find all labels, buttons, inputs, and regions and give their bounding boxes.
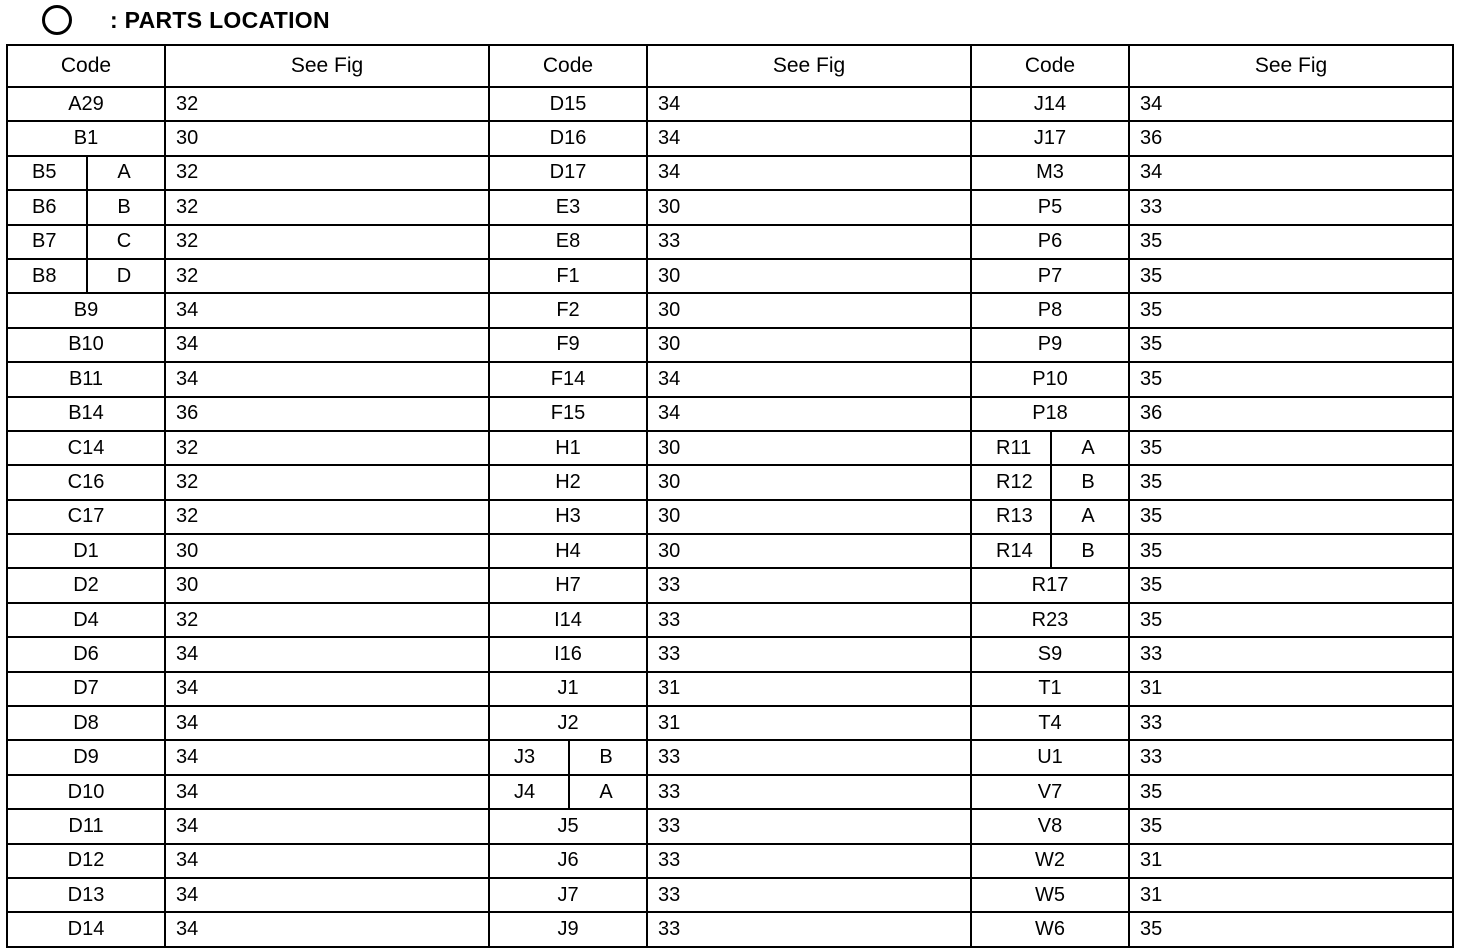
part-code-cell: H4: [490, 535, 648, 567]
circle-icon: [42, 5, 72, 35]
part-code-cell: P9: [972, 329, 1130, 361]
see-fig-cell: 34: [176, 333, 199, 356]
see-fig-cell: 32: [176, 230, 199, 253]
part-code-cell: P5: [972, 191, 1130, 223]
part-code-cell: [972, 501, 1130, 533]
table-row: [8, 808, 488, 842]
part-code-cell: [972, 535, 1130, 567]
part-code-cell: D8: [8, 707, 166, 739]
part-code-cell: J2: [490, 707, 648, 739]
part-code-cell: J17: [972, 122, 1130, 154]
part-code-cell: B11: [8, 363, 166, 395]
part-code: J3: [490, 741, 570, 773]
table-row: [8, 877, 488, 911]
part-code-cell: B10: [8, 329, 166, 361]
part-code-cell: P10: [972, 363, 1130, 395]
see-fig-cell: 34: [176, 780, 199, 803]
part-code-cell: M3: [972, 157, 1130, 189]
see-fig-cell: 32: [176, 264, 199, 287]
part-code-cell: F2: [490, 294, 648, 326]
part-code: B8: [8, 260, 88, 292]
see-fig-cell: 36: [176, 402, 199, 425]
see-fig-cell: 35: [1140, 608, 1163, 631]
see-fig-cell: 31: [1140, 849, 1163, 872]
table-header-row: [8, 46, 488, 86]
table-row: [490, 327, 970, 361]
part-code-cell: D13: [8, 879, 166, 911]
part-code-cell: B9: [8, 294, 166, 326]
see-fig-cell: 33: [658, 574, 681, 597]
table-row: [972, 155, 1452, 189]
see-fig-cell: 33: [1140, 195, 1163, 218]
part-code-cell: D15: [490, 88, 648, 120]
table-row: [972, 327, 1452, 361]
part-code-cell: F15: [490, 398, 648, 430]
table-row: [490, 86, 970, 120]
table-row: [490, 567, 970, 601]
see-fig-cell: 32: [176, 436, 199, 459]
part-code-cell: J5: [490, 810, 648, 842]
table-row: [490, 843, 970, 877]
table-row: [8, 224, 488, 258]
see-fig-cell: 32: [176, 92, 199, 115]
part-code-cell: [8, 226, 166, 258]
see-fig-cell: 35: [1140, 505, 1163, 528]
see-fig-cell: 34: [658, 127, 681, 150]
part-code-cell: D7: [8, 673, 166, 705]
table-row: [8, 671, 488, 705]
see-fig-cell: 35: [1140, 574, 1163, 597]
table-row: [490, 877, 970, 911]
see-fig-cell: 35: [1140, 539, 1163, 562]
see-fig-cell: 30: [658, 505, 681, 528]
table-row: [972, 774, 1452, 808]
code-header: Code: [972, 46, 1130, 86]
part-code-cell: [972, 432, 1130, 464]
see-fig-cell: 31: [658, 711, 681, 734]
table-row: [490, 224, 970, 258]
see-fig-cell: 34: [176, 746, 199, 769]
part-code-cell: [8, 157, 166, 189]
table-row: [8, 911, 488, 945]
see-fig-cell: 32: [176, 505, 199, 528]
see-fig-cell: 34: [176, 642, 199, 665]
see-fig-cell: 34: [176, 849, 199, 872]
see-fig-cell: 31: [1140, 677, 1163, 700]
table-row: [972, 258, 1452, 292]
part-code-cell: S9: [972, 638, 1130, 670]
see-fig-cell: 34: [1140, 92, 1163, 115]
table-row: [972, 361, 1452, 395]
table-row: [490, 361, 970, 395]
table-row: [490, 739, 970, 773]
table-row: [490, 396, 970, 430]
part-code-cell: A29: [8, 88, 166, 120]
see-fig-cell: 30: [658, 539, 681, 562]
part-code: J4: [490, 776, 570, 808]
part-code-cell: W2: [972, 845, 1130, 877]
see-fig-header: See Fig: [290, 54, 364, 77]
table-row: [490, 258, 970, 292]
table-row: [490, 533, 970, 567]
see-fig-cell: 35: [1140, 299, 1163, 322]
see-fig-cell: 30: [658, 264, 681, 287]
parts-table-panel-1: [6, 44, 490, 948]
see-fig-cell: 34: [658, 161, 681, 184]
see-fig-cell: 30: [176, 127, 199, 150]
part-code-cell: T4: [972, 707, 1130, 739]
table-row: [972, 843, 1452, 877]
part-code-cell: I16: [490, 638, 648, 670]
code-header: Code: [490, 46, 648, 86]
parts-table-panel-3: [970, 44, 1454, 948]
part-code-cell: J14: [972, 88, 1130, 120]
part-code-cell: H1: [490, 432, 648, 464]
see-fig-cell: 34: [658, 367, 681, 390]
see-fig-cell: 34: [658, 92, 681, 115]
see-fig-cell: 33: [1140, 746, 1163, 769]
page-heading: [42, 4, 330, 36]
table-row: [490, 430, 970, 464]
part-code-cell: C17: [8, 501, 166, 533]
part-code-cell: J7: [490, 879, 648, 911]
part-code-variant: A: [599, 780, 613, 803]
part-code-cell: W5: [972, 879, 1130, 911]
part-code: B5: [8, 157, 88, 189]
table-row: [8, 636, 488, 670]
part-code-cell: [972, 466, 1130, 498]
part-code-variant: A: [117, 161, 131, 184]
table-row: [8, 499, 488, 533]
part-code-cell: D14: [8, 913, 166, 945]
see-fig-cell: 34: [176, 918, 199, 941]
part-code-cell: H7: [490, 569, 648, 601]
see-fig-cell: 35: [1140, 333, 1163, 356]
see-fig-cell: 35: [1140, 230, 1163, 253]
part-code-cell: I14: [490, 604, 648, 636]
part-code: B6: [8, 191, 88, 223]
part-code-cell: D4: [8, 604, 166, 636]
part-code-variant: B: [1081, 539, 1095, 562]
part-code-cell: H2: [490, 466, 648, 498]
part-code: R11: [972, 432, 1052, 464]
see-fig-cell: 34: [1140, 161, 1163, 184]
part-code-cell: [490, 741, 648, 773]
see-fig-cell: 35: [1140, 264, 1163, 287]
see-fig-cell: 33: [658, 608, 681, 631]
see-fig-cell: 33: [658, 642, 681, 665]
table-row: [972, 739, 1452, 773]
part-code: R13: [972, 501, 1052, 533]
part-code-cell: D9: [8, 741, 166, 773]
part-code-cell: W6: [972, 913, 1130, 945]
see-fig-cell: 33: [658, 230, 681, 253]
see-fig-header: See Fig: [1254, 54, 1328, 77]
part-code-cell: E3: [490, 191, 648, 223]
see-fig-cell: 34: [658, 402, 681, 425]
part-code-cell: H3: [490, 501, 648, 533]
table-row: [490, 636, 970, 670]
see-fig-cell: 35: [1140, 436, 1163, 459]
table-row: [8, 567, 488, 601]
table-row: [972, 636, 1452, 670]
see-fig-cell: 34: [176, 814, 199, 837]
table-row: [972, 464, 1452, 498]
see-fig-cell: 31: [1140, 883, 1163, 906]
table-row: [8, 189, 488, 223]
see-fig-cell: 34: [176, 367, 199, 390]
part-code-cell: V8: [972, 810, 1130, 842]
page-title: : PARTS LOCATION: [110, 6, 330, 33]
table-row: [8, 155, 488, 189]
table-row: [490, 155, 970, 189]
table-row: [8, 602, 488, 636]
part-code-cell: [8, 260, 166, 292]
table-row: [972, 189, 1452, 223]
part-code-cell: J9: [490, 913, 648, 945]
see-fig-cell: 34: [176, 883, 199, 906]
part-code-cell: D6: [8, 638, 166, 670]
part-code-cell: P7: [972, 260, 1130, 292]
part-code-cell: F1: [490, 260, 648, 292]
table-row: [490, 499, 970, 533]
see-fig-cell: 30: [658, 333, 681, 356]
table-row: [490, 120, 970, 154]
see-fig-cell: 33: [658, 746, 681, 769]
part-code-variant: A: [1081, 505, 1095, 528]
part-code-cell: P6: [972, 226, 1130, 258]
part-code-cell: J6: [490, 845, 648, 877]
part-code-cell: B1: [8, 122, 166, 154]
part-code-cell: [490, 776, 648, 808]
see-fig-cell: 33: [658, 780, 681, 803]
table-row: [972, 533, 1452, 567]
table-row: [972, 877, 1452, 911]
see-fig-cell: 32: [176, 470, 199, 493]
table-row: [972, 430, 1452, 464]
part-code-variant: C: [116, 230, 132, 253]
see-fig-cell: 32: [176, 195, 199, 218]
part-code-cell: D10: [8, 776, 166, 808]
part-code-cell: T1: [972, 673, 1130, 705]
part-code-cell: P18: [972, 398, 1130, 430]
table-row: [490, 464, 970, 498]
see-fig-cell: 33: [658, 883, 681, 906]
part-code-cell: F9: [490, 329, 648, 361]
part-code-cell: E8: [490, 226, 648, 258]
table-row: [490, 808, 970, 842]
table-row: [972, 499, 1452, 533]
part-code-cell: J1: [490, 673, 648, 705]
see-fig-cell: 34: [176, 299, 199, 322]
table-row: [972, 671, 1452, 705]
see-fig-cell: 36: [1140, 127, 1163, 150]
see-fig-cell: 33: [658, 814, 681, 837]
table-header-row: [972, 46, 1452, 86]
see-fig-cell: 30: [658, 436, 681, 459]
table-row: [490, 774, 970, 808]
part-code-cell: R17: [972, 569, 1130, 601]
table-row: [8, 430, 488, 464]
see-fig-cell: 33: [658, 918, 681, 941]
see-fig-cell: 32: [176, 161, 199, 184]
table-row: [972, 120, 1452, 154]
table-row: [972, 911, 1452, 945]
see-fig-cell: 33: [1140, 642, 1163, 665]
table-row: [8, 396, 488, 430]
table-row: [8, 292, 488, 326]
part-code-cell: C14: [8, 432, 166, 464]
table-row: [8, 464, 488, 498]
table-row: [8, 120, 488, 154]
see-fig-cell: 32: [176, 608, 199, 631]
part-code-variant: B: [117, 195, 131, 218]
part-code: R14: [972, 535, 1052, 567]
part-code-cell: D2: [8, 569, 166, 601]
table-row: [972, 224, 1452, 258]
part-code-cell: C16: [8, 466, 166, 498]
see-fig-cell: 35: [1140, 470, 1163, 493]
table-row: [972, 292, 1452, 326]
table-row: [490, 705, 970, 739]
part-code-cell: P8: [972, 294, 1130, 326]
part-code-cell: B14: [8, 398, 166, 430]
see-fig-cell: 33: [1140, 711, 1163, 734]
part-code: R12: [972, 466, 1052, 498]
table-row: [490, 911, 970, 945]
table-row: [972, 808, 1452, 842]
table-row: [972, 567, 1452, 601]
part-code-variant: B: [599, 746, 613, 769]
part-code-variant: A: [1081, 436, 1095, 459]
table-row: [490, 602, 970, 636]
table-row: [8, 774, 488, 808]
part-code-cell: [8, 191, 166, 223]
table-row: [972, 86, 1452, 120]
table-row: [8, 739, 488, 773]
table-row: [8, 258, 488, 292]
table-row: [490, 189, 970, 223]
table-row: [490, 671, 970, 705]
part-code-cell: R23: [972, 604, 1130, 636]
part-code-cell: D16: [490, 122, 648, 154]
table-row: [8, 327, 488, 361]
table-header-row: [490, 46, 970, 86]
part-code-cell: V7: [972, 776, 1130, 808]
see-fig-cell: 35: [1140, 918, 1163, 941]
see-fig-cell: 34: [176, 677, 199, 700]
see-fig-cell: 34: [176, 711, 199, 734]
see-fig-cell: 35: [1140, 367, 1163, 390]
see-fig-cell: 30: [658, 299, 681, 322]
table-row: [972, 705, 1452, 739]
part-code: B7: [8, 226, 88, 258]
part-code-cell: U1: [972, 741, 1130, 773]
parts-table-panel-2: [488, 44, 972, 948]
see-fig-cell: 30: [658, 195, 681, 218]
part-code-cell: F14: [490, 363, 648, 395]
see-fig-header: See Fig: [772, 54, 846, 77]
table-row: [8, 843, 488, 877]
table-row: [8, 86, 488, 120]
code-header: Code: [8, 46, 166, 86]
see-fig-cell: 30: [176, 539, 199, 562]
table-row: [972, 602, 1452, 636]
see-fig-cell: 31: [658, 677, 681, 700]
see-fig-cell: 30: [176, 574, 199, 597]
part-code-variant: B: [1081, 470, 1095, 493]
see-fig-cell: 36: [1140, 402, 1163, 425]
part-code-cell: D1: [8, 535, 166, 567]
part-code-cell: D12: [8, 845, 166, 877]
table-row: [8, 533, 488, 567]
part-code-variant: D: [116, 264, 132, 287]
see-fig-cell: 33: [658, 849, 681, 872]
table-row: [8, 705, 488, 739]
table-row: [490, 292, 970, 326]
table-row: [972, 396, 1452, 430]
part-code-cell: D17: [490, 157, 648, 189]
table-row: [8, 361, 488, 395]
see-fig-cell: 30: [658, 470, 681, 493]
see-fig-cell: 35: [1140, 814, 1163, 837]
part-code-cell: D11: [8, 810, 166, 842]
see-fig-cell: 35: [1140, 780, 1163, 803]
